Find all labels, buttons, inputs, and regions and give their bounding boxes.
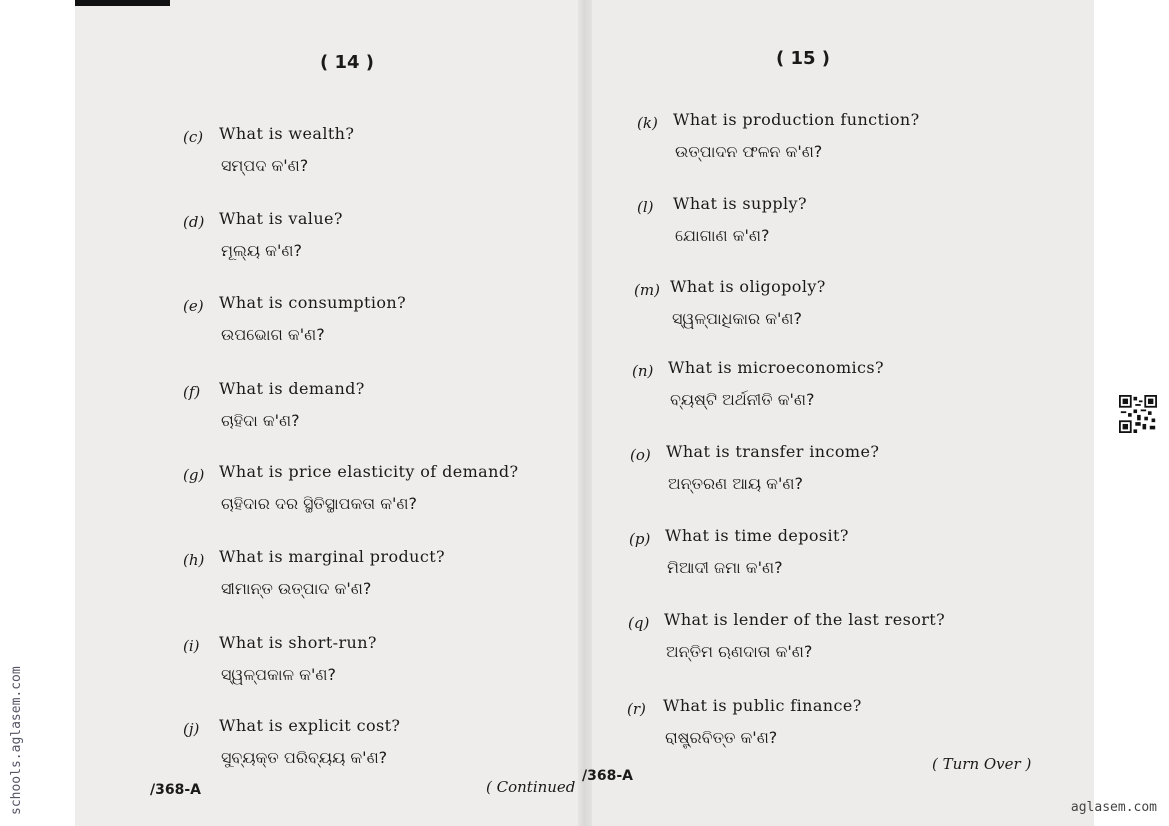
scan-edge bbox=[75, 0, 170, 6]
question-odia: ମିଆଦୀ ଜମା କ'ଣ? bbox=[667, 558, 783, 577]
book-gutter bbox=[578, 0, 592, 826]
question-english: What is consumption? bbox=[219, 293, 407, 312]
question-english: What is transfer income? bbox=[666, 442, 880, 461]
paper-code-left: /368-A bbox=[150, 782, 201, 798]
continued-note: ( Continued bbox=[486, 778, 576, 796]
question-label: (e) bbox=[183, 297, 204, 315]
question-english: What is demand? bbox=[219, 379, 365, 398]
corner-watermark: aglasem.com bbox=[1070, 800, 1157, 815]
question-odia: ସ୍ୱଳ୍ପକାଳ କ'ଣ? bbox=[221, 665, 336, 684]
qr-code-icon[interactable] bbox=[1119, 395, 1157, 433]
question-label: (m) bbox=[634, 281, 660, 299]
question-odia: ବ୍ୟଷ୍ଟି ଅର୍ଥନୀତି କ'ଣ? bbox=[670, 390, 815, 409]
paper-code-right: /368-A bbox=[582, 768, 633, 784]
question-english: What is time deposit? bbox=[665, 526, 849, 545]
question-english: What is lender of the last resort? bbox=[664, 610, 946, 629]
question-odia: ଚାହିଦାର ଦର ସ୍ଥିତିସ୍ଥାପକତା କ'ଣ? bbox=[221, 494, 418, 513]
question-label: (i) bbox=[183, 637, 200, 655]
question-english: What is marginal product? bbox=[219, 547, 446, 566]
question-odia: ଉପଭୋଗ କ'ଣ? bbox=[221, 325, 325, 344]
turn-over-note: ( Turn Over ) bbox=[932, 755, 1032, 773]
question-label: (l) bbox=[637, 198, 654, 216]
question-english: What is short-run? bbox=[219, 633, 377, 652]
question-label: (q) bbox=[628, 614, 650, 632]
question-english: What is oligopoly? bbox=[670, 277, 826, 296]
page-number-right: ( 15 ) bbox=[776, 48, 831, 69]
question-label: (o) bbox=[630, 446, 651, 464]
question-odia: ଅନ୍ତରଣ ଆୟ କ'ଣ? bbox=[668, 474, 803, 493]
question-odia: ସ୍ୱଳ୍ପାଧିକାର କ'ଣ? bbox=[672, 309, 803, 328]
question-odia: ଯୋଗାଣ କ'ଣ? bbox=[675, 226, 770, 245]
question-english: What is microeconomics? bbox=[668, 358, 884, 377]
question-label: (p) bbox=[629, 530, 651, 548]
question-odia: ସୀମାନ୍ତ ଉତ୍ପାଦ କ'ଣ? bbox=[221, 579, 372, 598]
question-odia: ଉତ୍ପାଦନ ଫଳନ କ'ଣ? bbox=[675, 142, 823, 161]
question-label: (c) bbox=[183, 128, 204, 146]
question-odia: ସୁବ୍ୟକ୍ତ ପରିବ୍ୟୟ କ'ଣ? bbox=[221, 748, 388, 767]
question-odia: ଚାହିଦା କ'ଣ? bbox=[221, 411, 300, 430]
question-label: (f) bbox=[183, 383, 201, 401]
question-label: (g) bbox=[183, 466, 205, 484]
question-odia: ଅନ୍ତିମ ଋଣଦାତା କ'ଣ? bbox=[666, 642, 813, 661]
question-label: (n) bbox=[632, 362, 654, 380]
page-number-left: ( 14 ) bbox=[320, 52, 375, 73]
question-english: What is production function? bbox=[673, 110, 920, 129]
question-english: What is value? bbox=[219, 209, 343, 228]
question-english: What is wealth? bbox=[219, 124, 355, 143]
question-english: What is price elasticity of demand? bbox=[219, 462, 519, 481]
side-watermark: schools.aglasem.com bbox=[9, 666, 24, 815]
question-odia: ମୂଲ୍ୟ କ'ଣ? bbox=[221, 241, 302, 260]
question-english: What is explicit cost? bbox=[219, 716, 401, 735]
question-english: What is public finance? bbox=[663, 696, 862, 715]
question-odia: ରାଷ୍ଟ୍ରବିତ୍ତ କ'ଣ? bbox=[665, 728, 778, 747]
question-odia: ସମ୍ପଦ କ'ଣ? bbox=[221, 156, 309, 175]
question-label: (h) bbox=[183, 551, 205, 569]
question-label: (k) bbox=[637, 114, 658, 132]
question-label: (r) bbox=[627, 700, 646, 718]
question-label: (j) bbox=[183, 720, 200, 738]
question-label: (d) bbox=[183, 213, 205, 231]
question-english: What is supply? bbox=[673, 194, 807, 213]
